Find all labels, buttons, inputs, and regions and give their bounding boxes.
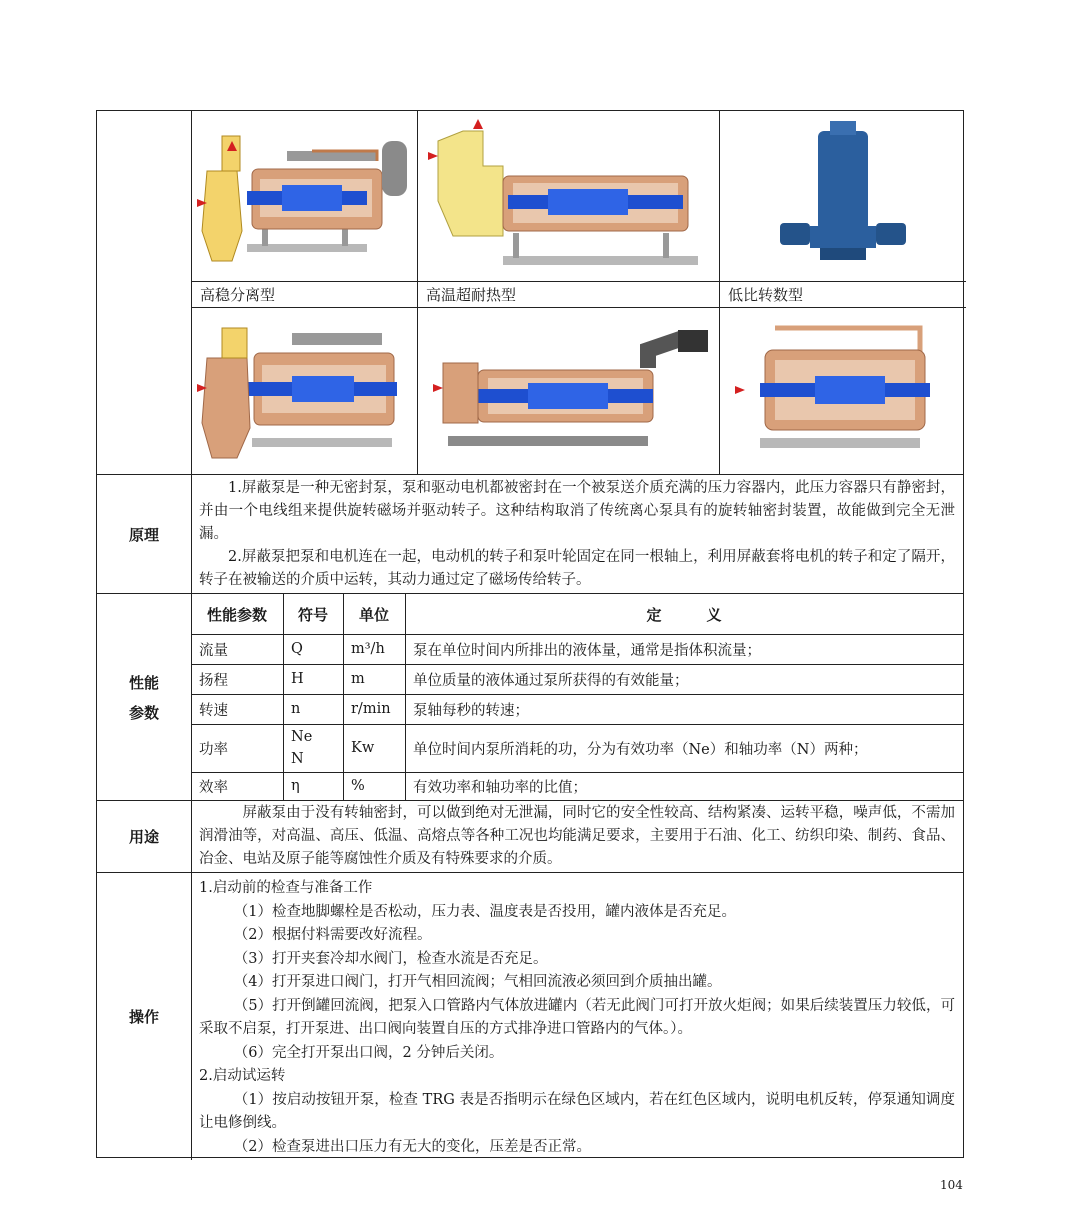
image-cell-high-temp: [417, 111, 720, 307]
table-row-definition: 泵轴每秒的转速；: [413, 702, 529, 719]
shielded-pump-cutaway-a-icon: [192, 308, 418, 475]
image-cell-cutaway-c: [719, 307, 966, 475]
table-row-unit: m³/h: [351, 641, 385, 657]
table-row-definition: 泵在单位时间内所排出的液体量，通常是指体积流量；: [413, 642, 761, 659]
principle-paragraph-1: 1.屏蔽泵是一种无密封泵，泵和驱动电机都被密封在一个被泵送介质充满的压力容器内，此压力容器只有静密封，并由一个电线组来提供旋转磁场并驱动转子。这种结构取消了传统离心泵具有的旋转轴密封装置，故能做到完全无泄漏。: [199, 480, 955, 542]
images-section: [97, 111, 963, 474]
principle-section: [97, 474, 963, 594]
image-cell-high-stability: [191, 111, 418, 307]
header-unit: 单位: [358, 605, 389, 624]
header-definition: 定 义: [646, 605, 722, 624]
caption-low-speed: 低比转数型: [720, 281, 966, 307]
list-item: （3）打开夹套冷却水阀门，检查水流是否充足。: [233, 950, 548, 967]
table-row-unit: m: [351, 671, 365, 687]
table-row-symbol: H: [291, 671, 304, 687]
header-param: 性能参数: [206, 605, 267, 624]
list-item: （2）根据付料需要改好流程。: [233, 927, 432, 943]
principle-text: [199, 477, 955, 592]
operation-step1-title: 1.启动前的检查与准备工作: [199, 880, 373, 896]
table-row-symbol: η: [291, 778, 300, 794]
performance-label: [97, 594, 191, 801]
table-row-param: 功率: [199, 741, 228, 758]
usage-paragraph: 屏蔽泵由于没有转轴密封，可以做到绝对无泄漏，同时它的安全性较高、结构紧凑、运转平稳，噪声低，不需加润滑油等，对高温、高压、低温、高熔点等各种工况也均能满足要求，主要用于石油、化工、纺织印染、制药、食品、冶金、电站及原子能等腐蚀性介质及有特殊要求的介质。: [199, 805, 955, 867]
image-cell-cutaway-b: [417, 307, 720, 475]
table-row-unit: r/min: [351, 701, 391, 717]
symbol-ne: Ne: [291, 729, 313, 745]
shielded-pump-high-stability-separation-icon: [192, 111, 418, 281]
performance-table: [191, 594, 963, 801]
symbol-n: N: [291, 751, 304, 767]
table-row-unit: %: [351, 778, 365, 794]
table-row-unit: Kw: [351, 740, 375, 756]
image-cell-cutaway-a: [191, 307, 418, 475]
operation-step2-title: 2.启动试运转: [199, 1068, 286, 1084]
table-row-param: 转速: [199, 702, 228, 719]
header-symbol: 符号: [297, 605, 328, 624]
table-row-definition: 单位时间内泵所消耗的功，分为有效功率（Ne）和轴功率（N）两种；: [413, 741, 868, 758]
list-item: （1）检查地脚螺栓是否松动，压力表、温度表是否投用，罐内液体是否充足。: [233, 903, 737, 920]
table-row-symbol: [283, 724, 343, 772]
table-row-param: 流量: [199, 642, 228, 659]
table-row-definition: 有效功率和轴功率的比值；: [413, 779, 587, 796]
table-row-symbol: Q: [291, 641, 303, 657]
table-row-param: 效率: [199, 779, 228, 796]
performance-label-line1: 性能: [128, 673, 159, 692]
list-item: （4）打开泵进口阀门，打开气相回流阀；气相回流液必须回到介质抽出罐。: [233, 974, 722, 990]
table-row-param: 扬程: [199, 672, 228, 689]
caption-high-temp: 高温超耐热型: [418, 281, 720, 307]
usage-section: [97, 800, 963, 873]
operation-section: [97, 872, 963, 1160]
table-row-definition: 单位质量的液体通过泵所获得的有效能量；: [413, 672, 689, 689]
shielded-pump-cutaway-b-icon: [418, 308, 720, 475]
principle-label: 原理: [128, 525, 159, 544]
page-number: 104: [940, 1178, 963, 1192]
list-item: （5）打开倒罐回流阀，把泵入口管路内气体放进罐内（若无此阀门可打开放火炬阀；如果后续装置压力较低，可采取不启泵，打开泵进、出口阀向装置自压的方式排净进口管路内的气体。）。: [199, 997, 955, 1037]
table-row-symbol: n: [291, 701, 301, 717]
principle-paragraph-2: 2.屏蔽泵把泵和电机连在一起，电动机的转子和泵叶轮固定在同一根轴上，利用屏蔽套将电机的转子和定了隔开，转子在被输送的介质中运转，其动力通过定了磁场传给转子。: [199, 549, 955, 588]
caption-high-stability: 高稳分离型: [192, 281, 418, 307]
list-item: （6）完全打开泵出口阀，2 分钟后关闭。: [233, 1044, 504, 1061]
pump-info-table: [96, 110, 964, 1158]
performance-label-line2: 参数: [128, 703, 159, 722]
performance-section: [97, 593, 963, 801]
operation-text: [199, 877, 955, 1159]
usage-label: 用途: [128, 828, 159, 846]
shielded-pump-high-temperature-icon: [418, 111, 720, 281]
operation-label: 操作: [128, 1007, 159, 1026]
image-cell-low-speed: [719, 111, 966, 307]
list-item: （1）按启动按钮开泵，检查 TRG 表是否指明示在绿色区域内，若在红色区域内，说明电机反转，停泵通知调度让电修倒线。: [199, 1091, 955, 1131]
shielded-pump-cutaway-c-icon: [720, 308, 966, 475]
usage-text: [199, 802, 955, 871]
shielded-pump-low-specific-speed-photo-icon: [720, 111, 966, 281]
list-item: （2）检查泵进出口压力有无大的变化，压差是否正常。: [233, 1138, 592, 1155]
